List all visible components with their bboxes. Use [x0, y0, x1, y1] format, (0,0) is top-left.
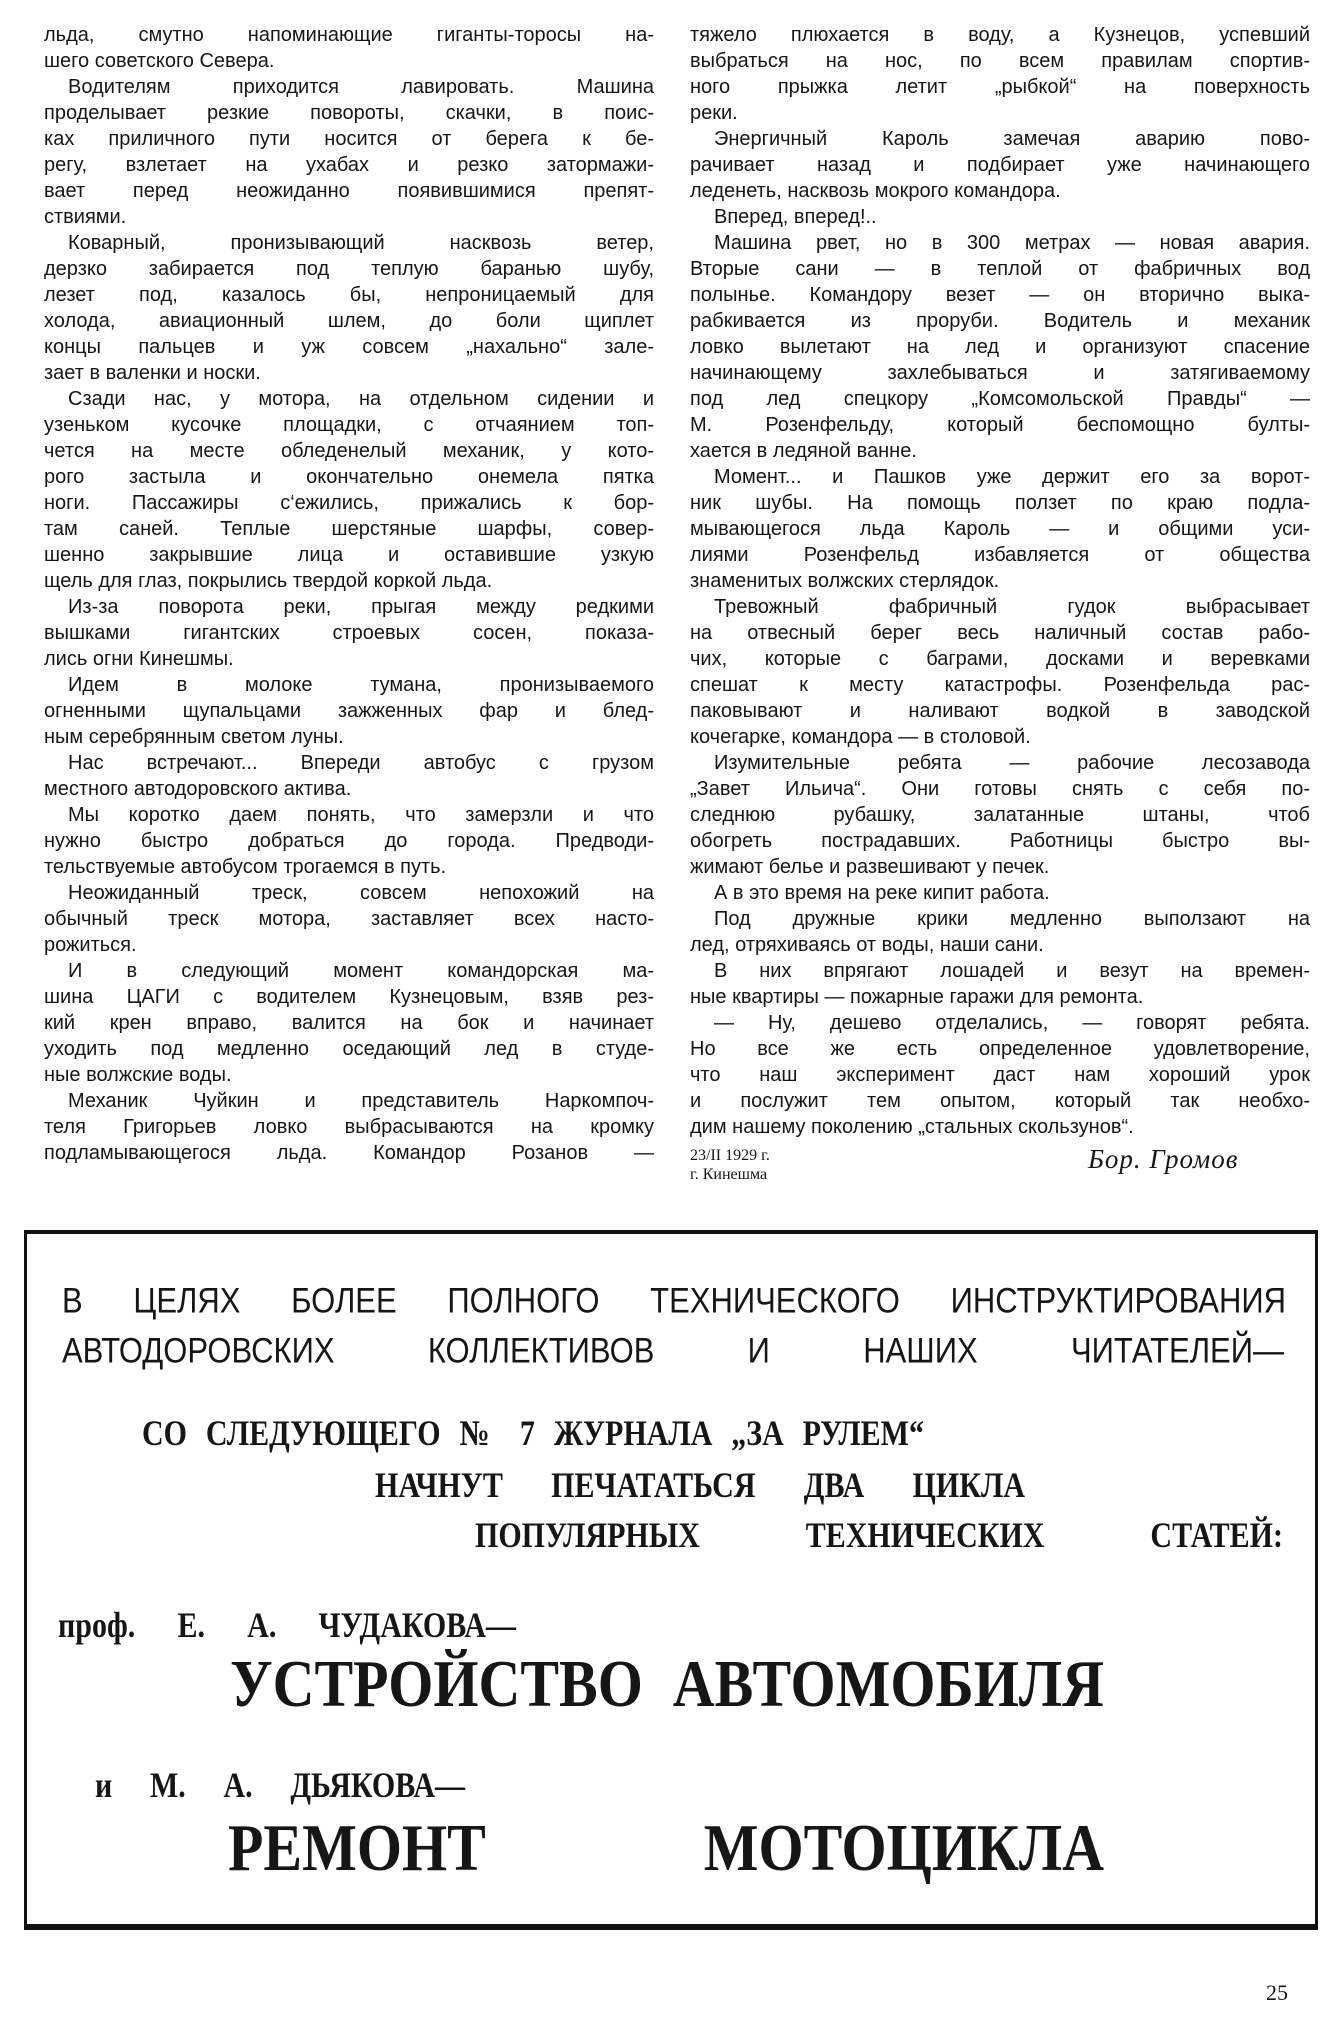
text-line: щель для глаз, покрылись твердой коркой льда.	[44, 570, 493, 592]
text-line: льда, смутно напоминающие гиганты-торосы на-	[44, 24, 654, 46]
text-line: Неожиданный треск, совсем непохожий на	[68, 882, 654, 904]
text-line: кочегарке, командора — в столовой.	[690, 726, 1031, 748]
text-line: и послужит тем опытом, который так необхо-	[690, 1090, 1310, 1112]
text-line: начинающему захлебываться и затягиваемому	[690, 362, 1310, 384]
article-paragraph	[44, 958, 654, 1088]
text-line: шина ЦАГИ с водителем Кузнецовым, взяв рез-	[44, 986, 654, 1008]
text-line: что наш эксперимент даст нам хороший урок	[690, 1064, 1310, 1086]
text-line: полынье. Командору везет — он вторично выка-	[690, 284, 1310, 306]
article-paragraph	[44, 22, 654, 74]
text-line: ным серебрянным светом луны.	[44, 726, 344, 748]
text-line: рого застыла и окончательно онемела пятка	[44, 466, 654, 488]
article-paragraph	[44, 386, 654, 594]
text-line: Под дружные крики медленно выползают на	[714, 908, 1310, 930]
article-paragraph	[690, 204, 1310, 230]
text-line: зает в валенки и носки.	[44, 362, 261, 384]
text-line: выбраться на нос, по всем правилам спортив-	[690, 50, 1310, 72]
text-line: чется на месте обледенелый механик, у кото-	[44, 440, 654, 462]
text-line: рабкивается из проруби. Водитель и механик	[690, 310, 1310, 332]
article-dateline	[690, 1146, 770, 1184]
announcement-author-2: и М. А. ДЬЯКОВА—	[95, 1765, 465, 1806]
text-line: рожиться.	[44, 934, 137, 956]
text-line: Идем в молоке тумана, пронизываемого	[68, 674, 654, 696]
text-line: местного автодоровского актива.	[44, 778, 352, 800]
text-line: Машина рвет, но в 300 метрах — новая авария.	[714, 232, 1310, 254]
text-line: Тревожный фабричный гудок выбрасывает	[714, 596, 1310, 618]
announcement-notice-line-3: ПОПУЛЯРНЫХ ТЕХНИЧЕСКИХ СТАТЕЙ:	[475, 1515, 1283, 1556]
text-line: дерзко забирается под теплую баранью шубу,	[44, 258, 654, 280]
text-line: вает перед неожиданно появившимися препят-	[44, 180, 654, 202]
text-line: огненными щупальцами зажженных фар и блед-	[44, 700, 654, 722]
text-line: ловко вылетают на лед и организуют спасение	[690, 336, 1310, 358]
article-paragraph	[44, 230, 654, 386]
text-line: лиями Розенфельд избавляется от общества	[690, 544, 1310, 566]
text-line: холода, авиационный шлем, до боли щиплет	[44, 310, 654, 332]
text-line: под лед спецкору „Комсомольской Правды“ —	[690, 388, 1310, 410]
text-line: Водителям приходится лавировать. Машина	[68, 76, 654, 98]
text-line: проделывает резкие повороты, скачки, в поис-	[44, 102, 654, 124]
text-line: шенно закрывшие лица и оставившие узкую	[44, 544, 654, 566]
text-line: ные волжские воды.	[44, 1064, 232, 1086]
article-paragraph	[44, 74, 654, 230]
text-line: Мы коротко даем понять, что замерзли и что	[68, 804, 654, 826]
page-number: 25	[1266, 1980, 1288, 2005]
text-line: подламывающегося льда. Командор Розанов —	[44, 1142, 654, 1164]
announcement-notice-line-1: СО СЛЕДУЮЩЕГО № 7 ЖУРНАЛА „ЗА РУЛЕМ“	[142, 1413, 924, 1454]
author-signature: Бор. Громов	[1088, 1144, 1239, 1174]
text-line: нужно быстро добраться до города. Предводи-	[44, 830, 654, 852]
article-right-column	[690, 22, 1310, 1140]
text-line: следнюю рубашку, залатанные штаны, чтоб	[690, 804, 1310, 826]
text-line: лезет под, казалось бы, непроницаемый для	[44, 284, 654, 306]
text-line: спешат к месту катастрофы. Розенфельда рас-	[690, 674, 1310, 696]
text-line: узеньком кусочке площадки, с отчаянием топ-	[44, 414, 654, 436]
announcement-title-1: УСТРОЙСТВО АВТОМОБИЛЯ	[230, 1646, 1104, 1721]
article-paragraph	[44, 1088, 654, 1166]
text-line: Момент... и Пашков уже держит его за ворот-	[714, 466, 1310, 488]
text-line: ках приличного пути носится от берега к бе-	[44, 128, 654, 150]
text-line: знаменитых волжских стерлядок.	[690, 570, 1000, 592]
text-line: И в следующий момент командорская ма-	[68, 960, 654, 982]
text-line: ствиями.	[44, 206, 127, 228]
text-line: Энергичный Кароль замечая аварию пово-	[714, 128, 1310, 150]
article-paragraph	[690, 126, 1310, 204]
text-line: Механик Чуйкин и представитель Наркомпоч-	[68, 1090, 654, 1112]
text-line: дим нашему поколению „стальных скользунов“.	[690, 1116, 1134, 1138]
text-line: уходить под медленно оседающий лед в студе-	[44, 1038, 654, 1060]
text-line: ник шубы. На помощь ползет по краю подла-	[690, 492, 1310, 514]
text-line: леденеть, насквозь мокрого командора.	[690, 180, 1061, 202]
text-line: хается в ледяной ванне.	[690, 440, 917, 462]
text-line: шего советского Севера.	[44, 50, 275, 72]
text-line: ные квартиры — пожарные гаражи для ремонта.	[690, 986, 1144, 1008]
text-line: кий крен вправо, валится на бок и начинает	[44, 1012, 654, 1034]
announcement-intro-line-1: В ЦЕЛЯХ БОЛЕЕ ПОЛНОГО ТЕХНИЧЕСКОГО ИНСТРУКТИРОВАНИЯ	[62, 1280, 1286, 1321]
text-line: чих, которые с баграми, досками и веревками	[690, 648, 1310, 670]
article-paragraph	[690, 750, 1310, 880]
article-paragraph	[690, 22, 1310, 126]
text-line: Коварный, пронизывающий насквозь ветер,	[68, 232, 654, 254]
announcement-title-2: РЕМОНТ МОТОЦИКЛА	[228, 1810, 1104, 1885]
text-line: тельствуемые автобусом трогаемся в путь.	[44, 856, 447, 878]
article-paragraph	[690, 594, 1310, 750]
text-line: лись огни Кинешмы.	[44, 648, 234, 670]
article-paragraph	[690, 1010, 1310, 1140]
text-line: ного прыжка летит „рыбкой“ на поверхность	[690, 76, 1310, 98]
article-paragraph	[44, 672, 654, 750]
text-line: Вперед, вперед!..	[714, 206, 877, 228]
text-line: на отвесный берег весь наличный состав рабо-	[690, 622, 1310, 644]
text-line: лед, отряхиваясь от воды, наши сани.	[690, 934, 1044, 956]
text-line: „Завет Ильича“. Они готовы снять с себя по-	[690, 778, 1310, 800]
article-left-column	[44, 22, 654, 1166]
text-line: там саней. Теплые шерстяные шарфы, совер-	[44, 518, 654, 540]
text-line: — Ну, дешево отделались, — говорят ребята.	[714, 1012, 1310, 1034]
text-line: Сзади нас, у мотора, на отдельном сидении и	[68, 388, 654, 410]
article-paragraph	[44, 594, 654, 672]
article-paragraph	[690, 230, 1310, 464]
text-line: А в это время на реке кипит работа.	[714, 882, 1050, 904]
article-paragraph	[690, 958, 1310, 1010]
article-paragraph	[690, 906, 1310, 958]
text-line: регу, взлетает на ухабах и резко затормажи-	[44, 154, 654, 176]
text-line: реки.	[690, 102, 738, 124]
article-date: 23/II 1929 г.	[690, 1147, 770, 1164]
text-line: Вторые сани — в теплой от фабричных вод	[690, 258, 1310, 280]
announcement-intro-line-2: АВТОДОРОВСКИХ КОЛЛЕКТИВОВ И НАШИХ ЧИТАТЕЛЕЙ—	[62, 1330, 1284, 1371]
text-line: Изумительные ребята — рабочие лесозавода	[714, 752, 1310, 774]
article-paragraph	[690, 880, 1310, 906]
text-line: обогреть пострадавших. Работницы быстро вы-	[690, 830, 1310, 852]
text-line: рачивает назад и подбирает уже начинающего	[690, 154, 1310, 176]
text-line: М. Розенфельду, который беспомощно булты-	[690, 414, 1310, 436]
text-line: ноги. Пассажиры с‘ежились, прижались к бор-	[44, 492, 654, 514]
text-line: концы пальцев и уж совсем „нахально“ зале-	[44, 336, 654, 358]
text-line: В них впрягают лошадей и везут на времен-	[714, 960, 1310, 982]
article-paragraph	[44, 880, 654, 958]
article-paragraph	[44, 802, 654, 880]
text-line: Но все же есть определенное удовлетворение,	[690, 1038, 1310, 1060]
text-line: тяжело плюхается в воду, а Кузнецов, успевший	[690, 24, 1310, 46]
announcement-notice-line-2: НАЧНУТ ПЕЧАТАТЬСЯ ДВА ЦИКЛА	[375, 1465, 1025, 1506]
text-line: теля Григорьев ловко выбрасываются на кромку	[44, 1116, 654, 1138]
text-line: жимают белье и развешивают у печек.	[690, 856, 1050, 878]
text-line: вышками гигантских строевых сосен, показа-	[44, 622, 654, 644]
article-paragraph	[690, 464, 1310, 594]
text-line: Из-за поворота реки, прыгая между редкими	[68, 596, 654, 618]
text-line: паковывают и наливают водкой в заводской	[690, 700, 1310, 722]
article-paragraph	[44, 750, 654, 802]
article-place: г. Кинешма	[690, 1166, 768, 1183]
text-line: мывающегося льда Кароль — и общими уси-	[690, 518, 1310, 540]
announcement-author-1: проф. Е. А. ЧУДАКОВА—	[58, 1605, 516, 1646]
text-line: Нас встречают... Впереди автобус с грузом	[68, 752, 654, 774]
text-line: обычный треск мотора, заставляет всех насто-	[44, 908, 654, 930]
